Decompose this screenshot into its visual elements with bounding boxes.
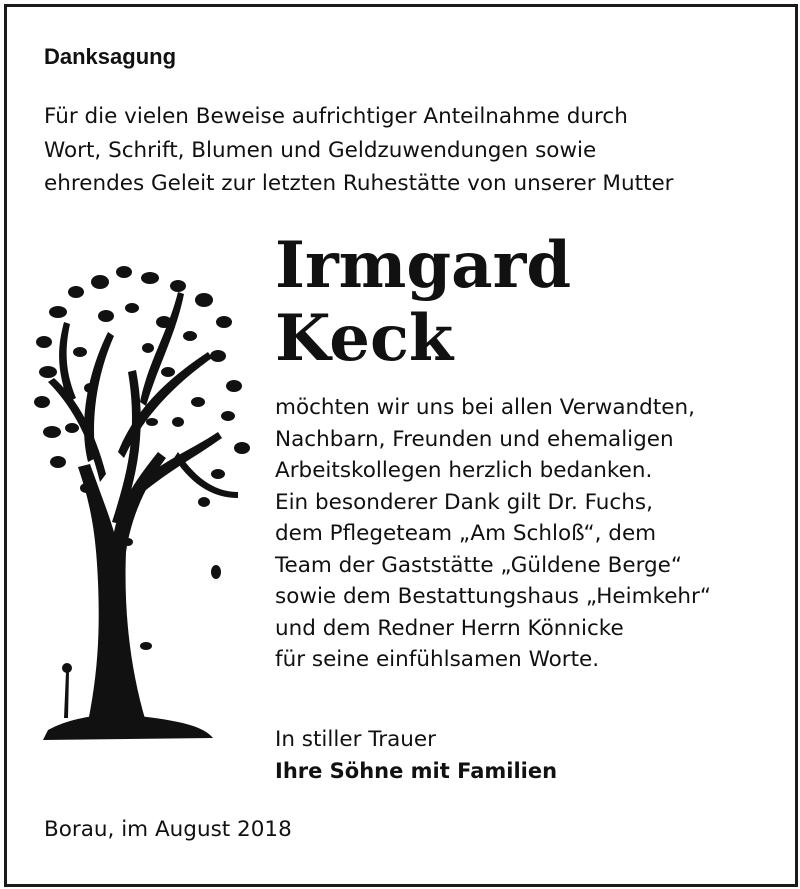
thanks-line: Nachbarn, Freunden und ehemaligen	[275, 426, 674, 452]
deceased-first-name: Irmgard	[275, 228, 572, 303]
notice-heading: Danksagung	[44, 44, 177, 69]
intro-paragraph	[44, 100, 784, 201]
tree-illustration	[28, 252, 258, 742]
thanks-line: sowie dem Bestattungshaus „Heimkehr“	[275, 584, 712, 609]
intro-line: Wort, Schrift, Blumen und Geldzuwendungen sowie	[44, 137, 597, 163]
thanks-line: Arbeitskollegen herzlich bedanken.	[275, 458, 653, 483]
intro-line: Für die vielen Beweise aufrichtiger Anteilnahme durch	[44, 104, 628, 129]
thanks-line: möchten wir uns bei allen Verwandten,	[275, 395, 695, 420]
thanks-paragraph	[275, 392, 795, 676]
signature: Ihre Söhne mit Familien	[275, 759, 558, 783]
mourning-line: In stiller Trauer	[275, 727, 436, 752]
intro-line: ehrendes Geleit zur letzten Ruhestätte von unserer Mutter	[44, 171, 674, 196]
thanks-line: dem Pflegeteam „Am Schloß“, dem	[275, 521, 657, 546]
thanks-line: und dem Redner Herrn Könnicke	[275, 615, 624, 641]
place-date: Borau, im August 2018	[44, 817, 292, 842]
thanks-line: Ein besonderer Dank gilt Dr. Fuchs,	[275, 489, 653, 515]
deceased-last-name: Keck	[275, 301, 454, 376]
thanks-line: für seine einfühlsamen Worte.	[275, 647, 600, 672]
thanks-line: Team der Gaststätte „Güldene Berge“	[275, 552, 683, 578]
